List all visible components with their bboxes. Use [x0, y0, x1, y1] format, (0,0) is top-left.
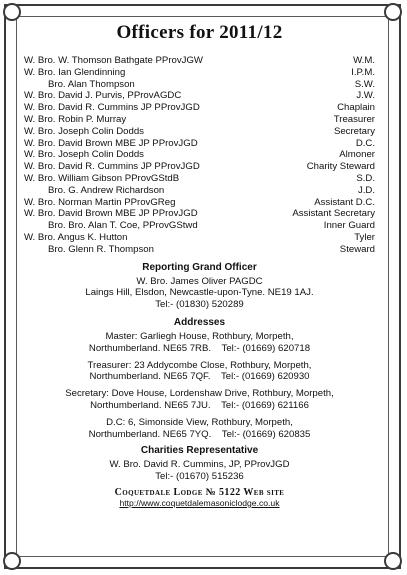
- officer-role: W.M.: [353, 55, 375, 66]
- address-line: Treasurer: 23 Addycombe Close, Rothbury, Morpeth,: [87, 359, 312, 371]
- officer-name: W. Bro. William Gibson PProvGStdB: [24, 172, 180, 184]
- officer-name: W. Bro. Ian Glendinning: [24, 66, 126, 78]
- reporting-name: W. Bro. James Oliver PAGDC: [136, 275, 263, 287]
- officer-row: [24, 138, 375, 150]
- officer-role: Chaplain: [337, 102, 375, 114]
- officer-role: Almoner: [339, 149, 375, 161]
- charities-phone: Tel:- (01670) 515236: [155, 471, 244, 483]
- address-entry: [24, 417, 375, 441]
- address-line: Master: Garliegh House, Rothbury, Morpeth,: [105, 330, 294, 342]
- officer-row: [24, 114, 375, 126]
- address-entry: [24, 360, 375, 384]
- address-line: Northumberland. NE65 7JU. Tel:- (01669) 621166: [90, 399, 309, 411]
- document-content: [24, 22, 375, 508]
- address-line: Northumberland. NE65 7QF. Tel:- (01669) 620930: [89, 371, 310, 383]
- officer-role: S.D.: [356, 172, 375, 184]
- officer-row: [24, 185, 375, 197]
- addresses-list: [24, 331, 375, 440]
- officer-role: Tyler: [354, 231, 375, 243]
- officer-name: Bro. G. Andrew Richardson: [48, 184, 165, 196]
- officer-name: Bro. Bro. Alan T. Coe, PProvGStwd: [48, 220, 198, 232]
- address-entry: [24, 331, 375, 355]
- officer-role: Secretary: [333, 125, 375, 137]
- officer-row: [24, 55, 375, 67]
- officer-name: W. Bro. David R. Cummins JP PProvJGD: [24, 161, 200, 173]
- officer-role: Assistant D.C.: [314, 196, 375, 208]
- address-line: Northumberland. NE65 7RB. Tel:- (01669) 620718: [88, 342, 311, 354]
- officer-role: I.P.M.: [351, 66, 375, 78]
- officer-row: [24, 244, 375, 256]
- website-heading: Coquetdale Lodge № 5122 Web site: [114, 486, 285, 498]
- officer-row: [24, 197, 375, 209]
- officer-name: W. Bro. Joseph Colin Dodds: [24, 149, 144, 161]
- officer-row: [24, 208, 375, 220]
- officer-role: J.D.: [357, 184, 375, 196]
- officer-role: S.W.: [354, 78, 375, 90]
- officer-name: W. Bro. David R. Cummins JP PProvJGD: [24, 102, 200, 114]
- reporting-address: Laings Hill, Elsdon, Newcastle-upon-Tyne. NE19 1AJ.: [85, 287, 314, 299]
- website-link[interactable]: http://www.coquetdalemasoniclodge.co.uk: [119, 497, 280, 508]
- officer-name: W. Bro. David Brown MBE JP PProvJGD: [24, 208, 198, 220]
- address-entry: [24, 388, 375, 412]
- officers-list: [24, 55, 375, 256]
- officer-name: W. Bro. Joseph Colin Dodds: [24, 125, 144, 137]
- officer-row: [24, 173, 375, 185]
- officer-row: [24, 149, 375, 161]
- page-title: Officers for 2011/12: [116, 22, 283, 43]
- officer-row: [24, 67, 375, 79]
- officer-row: [24, 79, 375, 91]
- address-line: Northumberland. NE65 7YQ. Tel:- (01669) 620835: [88, 428, 311, 440]
- corner-ornament-bottom-left: [3, 552, 21, 570]
- officer-name: Bro. Glenn R. Thompson: [48, 243, 154, 255]
- officer-name: W. Bro. Angus K. Hutton: [24, 231, 128, 243]
- corner-ornament-top-right: [384, 3, 402, 21]
- officer-row: [24, 102, 375, 114]
- officer-role: Treasurer: [333, 113, 375, 125]
- officer-row: [24, 126, 375, 138]
- officer-row: [24, 90, 375, 102]
- officer-name: W. Bro. W. Thomson Bathgate PProvJGW: [24, 55, 203, 66]
- charities-name: W. Bro. David R. Cummins, JP, PProvJGD: [109, 459, 290, 471]
- charities-block: [24, 459, 375, 483]
- corner-ornament-top-left: [3, 3, 21, 21]
- officer-name: W. Bro. David J. Purvis, PProvAGDC: [24, 90, 182, 102]
- address-line: Secretary: Dove House, Lordenshaw Drive, Rothbury, Morpeth,: [65, 388, 334, 400]
- reporting-heading: Reporting Grand Officer: [142, 261, 257, 273]
- officer-row: [24, 232, 375, 244]
- address-line: D.C: 6, Simonside View, Rothbury, Morpeth,: [106, 416, 293, 428]
- charities-heading: Charities Representative: [140, 445, 259, 457]
- officer-role: D.C.: [355, 137, 375, 149]
- officer-role: Inner Guard: [323, 220, 375, 232]
- officer-name: W. Bro. David Brown MBE JP PProvJGD: [24, 137, 198, 149]
- reporting-block: [24, 276, 375, 311]
- officer-row: [24, 161, 375, 173]
- officer-role: Charity Steward: [306, 161, 375, 173]
- corner-ornament-bottom-right: [384, 552, 402, 570]
- officer-row: [24, 220, 375, 232]
- officer-role: J.W.: [356, 90, 375, 102]
- reporting-phone: Tel:- (01830) 520289: [155, 299, 244, 311]
- officer-role: Assistant Secretary: [292, 208, 375, 220]
- officer-name: W. Bro. Norman Martin PProvGReg: [24, 196, 176, 208]
- addresses-heading: Addresses: [173, 316, 226, 328]
- officer-role: Steward: [339, 243, 375, 255]
- officer-name: Bro. Alan Thompson: [48, 78, 135, 90]
- officer-name: W. Bro. Robin P. Murray: [24, 113, 127, 125]
